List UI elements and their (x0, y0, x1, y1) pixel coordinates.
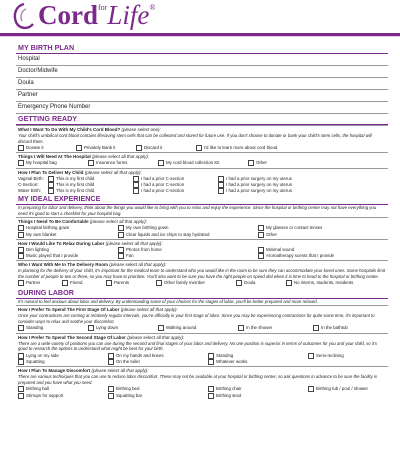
checkbox-icon (18, 325, 24, 331)
checkbox-hands-knees[interactable]: On my hands and knees (108, 353, 208, 359)
checkbox-vaginal-csection[interactable]: I had a prior C-section (133, 176, 218, 182)
checkbox-glasses[interactable]: My glasses or contact lenses (258, 225, 322, 231)
checkbox-shower[interactable]: In the shower (238, 325, 313, 331)
hospital-field[interactable]: Hospital (16, 54, 388, 66)
question-first-stage: How I Prefer To Spend The First Stage Of Labor (please select all that apply): (16, 305, 388, 313)
checkbox-hospital-bag[interactable]: My hospital bag (18, 160, 88, 166)
checkbox-icon (158, 325, 164, 331)
checkbox-water-surgery[interactable]: I had a prior surgery on my uterus (218, 188, 303, 194)
note-first-stage: Once your contractions are coming at relatively regular intervals, you're officially in your first stage of labor. Since you may be experiencing contractions for quite some time, it's important to consider ways to relax and soothe your discomfort. (18, 313, 375, 324)
checkbox-privately-bank[interactable]: Privately Bank it (76, 145, 136, 151)
checkbox-aromatherapy[interactable]: Aromatherapy scents that I provide (258, 253, 334, 259)
checkbox-fan[interactable]: Fan (118, 253, 258, 259)
checkbox-icon (208, 393, 214, 399)
checkbox-learn-more[interactable]: I'd like to learn more about cord blood (196, 145, 277, 151)
options-relax (16, 247, 388, 260)
checkbox-standing-2[interactable]: Standing (208, 353, 308, 359)
checkbox-other-comfort[interactable]: Other (258, 232, 277, 238)
note-discomfort: There are various techniques that you can use to reduce labor discomfort. These may not be available at your hospital or birthing center, so ask questions in advance to be sure the facility is prepared and you have what you need. (18, 374, 377, 385)
doctor-field[interactable]: Doctor/Midwife (16, 66, 388, 78)
checkbox-partner[interactable]: Partner (18, 280, 62, 286)
checkbox-icon (118, 247, 124, 253)
checkbox-semi-reclining[interactable]: Semi-reclining (308, 353, 344, 359)
checkbox-icon (218, 176, 224, 182)
checkbox-whatever-works[interactable]: Whatever works (208, 359, 247, 365)
checkbox-icon (88, 325, 94, 331)
question-relax: How I Would Like To Relax During Labor (please select all that apply): (16, 239, 388, 247)
checkbox-parents[interactable]: Parents (106, 280, 156, 286)
checkbox-icon (118, 225, 124, 231)
checkbox-icon (313, 325, 319, 331)
checkbox-dim-lighting[interactable]: Dim lighting (18, 247, 118, 253)
checkbox-icon (18, 359, 24, 365)
checkbox-icon (208, 386, 214, 392)
note-cord-blood: Your child's umbilical cord blood contains lifesaving stem cells that can be collected and stored for future use. If you don't choose to donate or bank your child's stem cells, the hospital will discard them. (18, 133, 372, 144)
checkbox-icon (258, 253, 264, 259)
header-logo (0, 0, 400, 42)
checkbox-photos[interactable]: Photos from home (118, 247, 258, 253)
checkbox-walking[interactable]: Walking around (158, 325, 238, 331)
checkbox-icon (158, 160, 164, 166)
checkbox-birthing-tub[interactable]: Birthing tub / pool / shower (308, 386, 368, 392)
checkbox-birthing-chair[interactable]: Birthing chair (208, 386, 308, 392)
checkbox-vaginal-surgery[interactable]: I had a prior surgery on my uterus (218, 176, 303, 182)
emergency-phone-field[interactable]: Emergency Phone Number (16, 102, 388, 114)
checkbox-icon (18, 386, 24, 392)
checkbox-icon (106, 280, 112, 286)
form-body (16, 43, 388, 400)
checkbox-csection-first[interactable]: This is my first child (48, 182, 133, 188)
checkbox-icon (308, 386, 314, 392)
delivery-row-csection: C-Section: This is my first child I had a prior C-section I had a prior surgery on my uterus (16, 182, 388, 188)
checkbox-icon (196, 145, 202, 151)
checkbox-icon (18, 247, 24, 253)
brand-wordmark: Cord$^{for}$Life® (38, 0, 156, 30)
checkbox-collection-kit[interactable]: My cord blood collection Kit (158, 160, 248, 166)
checkbox-icon (18, 145, 24, 151)
checkbox-discard[interactable]: Discard it (136, 145, 196, 151)
checkbox-water-first[interactable]: This is my first child (48, 188, 133, 194)
section-title-during-labor: DURING LABOR (16, 288, 388, 299)
section-title-ideal-experience: MY IDEAL EXPERIENCE (16, 194, 388, 205)
checkbox-icon (248, 160, 254, 166)
question-cord-blood: What I Want To Do With My Child's Cord Blood? (please select one): (16, 125, 388, 133)
note-delivery-room: In planning for the delivery of your child, it's important for the medical team to understand who you would like in the room to be sure they can accommodate your loved ones. Some hospitals limit the number of people to two or three, so you may have to prioritize. You'll also want to be sure you have the right people on speed dial when it is time to head to the hospital or birthing center. (18, 268, 385, 279)
checkbox-icon (108, 386, 114, 392)
checkbox-icon (108, 393, 114, 399)
checkbox-icon (48, 188, 54, 194)
checkbox-birthing-bed[interactable]: Birthing bed (108, 386, 208, 392)
question-hospital-items: Things I Will Need At The Hospital (please select all that apply): (16, 152, 388, 160)
checkbox-icon (18, 225, 24, 231)
checkbox-icon (236, 280, 242, 286)
note-labor-intro: It's natural to feel anxious about labor and delivery. By understanding some of your choices for the stages of labor, you'll be better prepared and more relaxed. (18, 298, 318, 304)
checkbox-csection-surgery[interactable]: I had a prior surgery on my uterus (218, 182, 303, 188)
checkbox-toilet[interactable]: On the toilet (108, 359, 208, 365)
checkbox-icon (208, 353, 214, 359)
options-second-stage (16, 353, 388, 366)
checkbox-clear-liquids[interactable]: Clear liquids and ice chips to stay hydrated (118, 232, 258, 238)
checkbox-donate[interactable]: Donate it (18, 145, 76, 151)
checkbox-hospital-gown[interactable]: Hospital birthing gown (18, 225, 118, 231)
checkbox-icon (18, 253, 24, 259)
checkbox-own-gown[interactable]: My own birthing gown (118, 225, 258, 231)
checkbox-stirrups[interactable]: Stirrups for support (18, 393, 108, 399)
partner-field[interactable]: Partner (16, 90, 388, 102)
question-comfort: Things I Need To Be Comfortable (please select all that apply): (16, 217, 388, 225)
checkbox-vaginal-first[interactable]: This is my first child (48, 176, 133, 182)
checkbox-doula[interactable]: Doula (236, 280, 286, 286)
checkbox-icon (218, 182, 224, 188)
checkbox-music[interactable]: Music played that I provide (18, 253, 118, 259)
question-discomfort: How I Plan To Manage Discomfort (please select all that apply): (16, 366, 388, 374)
note-second-stage: There are a wide variety of positions you can use during the second and final stages of your labor and delivery. No one position is superior in terms of outcomes for you and your child, so it's good to research the options to understand what might be best for your birth. (18, 340, 378, 352)
checkbox-icon (133, 182, 139, 188)
checkbox-icon (18, 160, 24, 166)
checkbox-friend[interactable]: Friend (62, 280, 106, 286)
doula-field[interactable]: Doula (16, 78, 388, 90)
section-title-getting-ready: GETTING READY (16, 114, 388, 125)
checkbox-birthing-stool[interactable]: Birthing stool (208, 393, 241, 399)
checkbox-lying-down[interactable]: Lying down (88, 325, 158, 331)
checkbox-bathtub[interactable]: In the bathtub (313, 325, 348, 331)
options-first-stage (16, 325, 388, 332)
checkbox-icon (62, 280, 68, 286)
checkbox-icon (108, 359, 114, 365)
checkbox-icon (218, 188, 224, 194)
question-second-stage: How I Prefer To Spend The Second Stage Of Labor (please select all that apply): (16, 333, 388, 341)
checkbox-family-member[interactable]: Other family member (156, 280, 236, 286)
checkbox-icon (133, 188, 139, 194)
checkbox-birthing-ball[interactable]: Birthing ball (18, 386, 108, 392)
delivery-row-water: Water Birth: This is my first child I had a prior C-section I had a prior surgery on my uterus (16, 188, 388, 194)
checkbox-other-hospital[interactable]: Other (248, 160, 267, 166)
checkbox-icon (133, 176, 139, 182)
checkbox-icon (48, 182, 54, 188)
checkbox-lying-side[interactable]: Lying on my side (18, 353, 108, 359)
checkbox-squatting-bar[interactable]: Squatting bar (108, 393, 208, 399)
checkbox-squatting[interactable]: Squatting (18, 359, 108, 365)
delivery-row-vaginal: Vaginal Birth: This is my first child I had a prior C-section I had a prior surgery on my uterus (16, 176, 388, 182)
options-cord-blood (16, 145, 388, 152)
checkbox-water-csection[interactable]: I had a prior C-section (133, 188, 218, 194)
checkbox-icon (18, 393, 24, 399)
options-comfort (16, 225, 388, 238)
checkbox-icon (118, 253, 124, 259)
checkbox-icon (258, 232, 264, 238)
options-discomfort (16, 386, 388, 399)
checkbox-insurance-forms[interactable]: Insurance forms (88, 160, 158, 166)
checkbox-icon (88, 160, 94, 166)
checkbox-icon (286, 280, 292, 286)
checkbox-icon (18, 353, 24, 359)
question-delivery-method: How I Plan To Deliver My Child (please select all that apply): (16, 168, 388, 176)
question-delivery-room: Who I Want With Me In The Delivery Room (please select all that apply): (16, 260, 388, 268)
checkbox-icon (258, 225, 264, 231)
checkbox-icon (108, 353, 114, 359)
cord-for-life-logo-icon (10, 2, 36, 32)
checkbox-icon (156, 280, 162, 286)
section-title-birth-plan: MY BIRTH PLAN (16, 43, 388, 54)
checkbox-icon (18, 280, 24, 286)
checkbox-own-blanket[interactable]: My own blanket (18, 232, 118, 238)
checkbox-minimal-sound[interactable]: Minimal sound (258, 247, 294, 253)
checkbox-icon (76, 145, 82, 151)
note-ideal-intro: In preparing for labor and delivery, think about the things you would like to bring with you to relax and enjoy the experience. Since the hospital or birthing center may not have everything you need it's good to start a checklist for your hospital bag. (18, 205, 377, 216)
checkbox-icon (208, 359, 214, 365)
checkbox-icon (18, 232, 24, 238)
checkbox-icon (118, 232, 124, 238)
checkbox-icon (308, 353, 314, 359)
checkbox-no-interns[interactable]: No interns, students, residents (286, 280, 353, 286)
checkbox-icon (136, 145, 142, 151)
checkbox-icon (258, 247, 264, 253)
checkbox-standing-1[interactable]: Standing (18, 325, 88, 331)
checkbox-icon (48, 176, 54, 182)
options-delivery-room (16, 280, 388, 287)
checkbox-csection-csection[interactable]: I had a prior C-section (133, 182, 218, 188)
options-hospital-items (16, 160, 388, 167)
checkbox-icon (238, 325, 244, 331)
